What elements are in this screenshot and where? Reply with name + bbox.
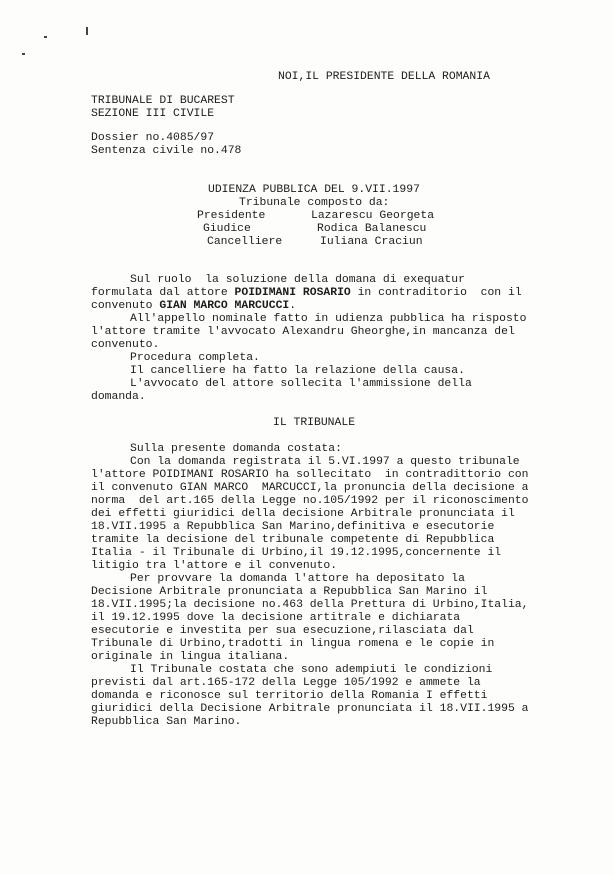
scan-speck (86, 27, 88, 35)
body-line: esecutorie e investita per sua esecuzione,rilasciata dal (91, 625, 474, 637)
body-line: previsti dal art.165-172 della Legge 105/1992 e ammete la (91, 677, 481, 689)
court-name: TRIBUNALE DI BUCAREST (91, 95, 235, 107)
intro-line: convenuto. (91, 339, 160, 351)
body-line: Decisione Arbitrale pronunciata a Repubblica San Marino il (91, 586, 488, 598)
hearing-subtitle: Tribunale composto da: (239, 197, 390, 209)
member-name: Iuliana Craciun (320, 236, 423, 248)
intro-text: . (289, 300, 297, 312)
intro-line: domanda. (91, 391, 146, 403)
scan-speck (22, 53, 25, 55)
member-name: Lazarescu Georgeta (311, 210, 435, 222)
sentence-number: Sentenza civile no.478 (91, 145, 242, 157)
body-line: il convenuto GIAN MARCO MARCUCCI,la pronuncia della decisione a (91, 482, 529, 494)
intro-text: in contraditorio con il (350, 287, 522, 299)
body-line: Tribunale di Urbino,tradotti in lingua romena e le copie in (91, 638, 495, 650)
member-name: Rodica Balanescu (317, 223, 427, 235)
body-line: dei effetti giuridici della decisione Arbitrale pronunciata il (91, 508, 515, 520)
scan-speck (44, 36, 47, 38)
body-line: 18.VII.1995;la decisione no.463 della Prettura di Urbino,Italia, (91, 599, 529, 611)
intro-line: All'appello nominale fatto in udienza pubblica ha risposto (130, 313, 527, 325)
body-line: il 19.12.1995 dove la decisione artitrale e dichiarata (91, 612, 461, 624)
member-role: Presidente (197, 210, 266, 222)
body-line: Sulla presente domanda costata: (130, 443, 342, 455)
court-section: SEZIONE III CIVILE (91, 108, 215, 120)
body-line: 18.VII.1995 a Repubblica San Marino,definitiva e esecutorie (91, 521, 495, 533)
body-line: tramite la decisione del tribunale competente di Repubblica (91, 534, 495, 546)
intro-line (91, 300, 296, 313)
intro-line: L'avvocato del attore sollecita l'ammissione della (130, 378, 472, 390)
member-role: Cancelliere (207, 236, 283, 248)
body-line: originale in lingua italiana. (91, 651, 290, 663)
intro-line (91, 287, 522, 300)
body-line: Con la domanda registrata il 5.VI.1997 a questo tribunale (130, 456, 520, 468)
intro-text: formulata dal attore (91, 287, 235, 299)
body-line: Per provvare la domanda l'attore ha depositato la (130, 573, 465, 585)
intro-text: convenuto (91, 300, 160, 312)
intro-line: Sul ruolo la soluzione della domana di exequatur (130, 274, 465, 286)
body-line: Il Tribunale costata che sono adempiuti le condizioni (130, 664, 493, 676)
body-line: norma del art.165 della Legge no.105/1992 per il riconoscimento (91, 495, 529, 507)
member-role: Giudice (203, 223, 251, 235)
hearing-title: UDIENZA PUBBLICA DEL 9.VII.1997 (208, 184, 420, 196)
body-line: litigio tra l'attore e il convenuto. (91, 560, 338, 572)
section-title: IL TRIBUNALE (273, 417, 356, 429)
body-line: l'attore POIDIMANI ROSARIO ha sollecitato in contradittorio con (91, 469, 529, 481)
intro-line: Procedura completa. (130, 352, 260, 364)
intro-line: l'attore tramite l'avvocato Alexandru Gheorghe,in mancanza del (91, 326, 515, 338)
body-line: giuridici della Decisione Arbitrale pronunciata il 18.VII.1995 a (91, 703, 529, 715)
body-line: Repubblica San Marino. (91, 716, 242, 728)
dossier-number: Dossier no.4085/97 (91, 132, 215, 144)
defendant-name: GIAN MARCO MARCUCCI (159, 300, 290, 312)
document-title: NOI,IL PRESIDENTE DELLA ROMANIA (278, 71, 490, 83)
body-line: domanda e riconosce sul territorio della Romania I effetti (91, 690, 488, 702)
intro-line: Il cancelliere ha fatto la relazione della causa. (130, 365, 465, 377)
plaintiff-name: POIDIMANI ROSARIO (234, 287, 351, 299)
body-line: Italia - il Tribunale di Urbino,il 19.12.1995,concernente il (91, 547, 502, 559)
